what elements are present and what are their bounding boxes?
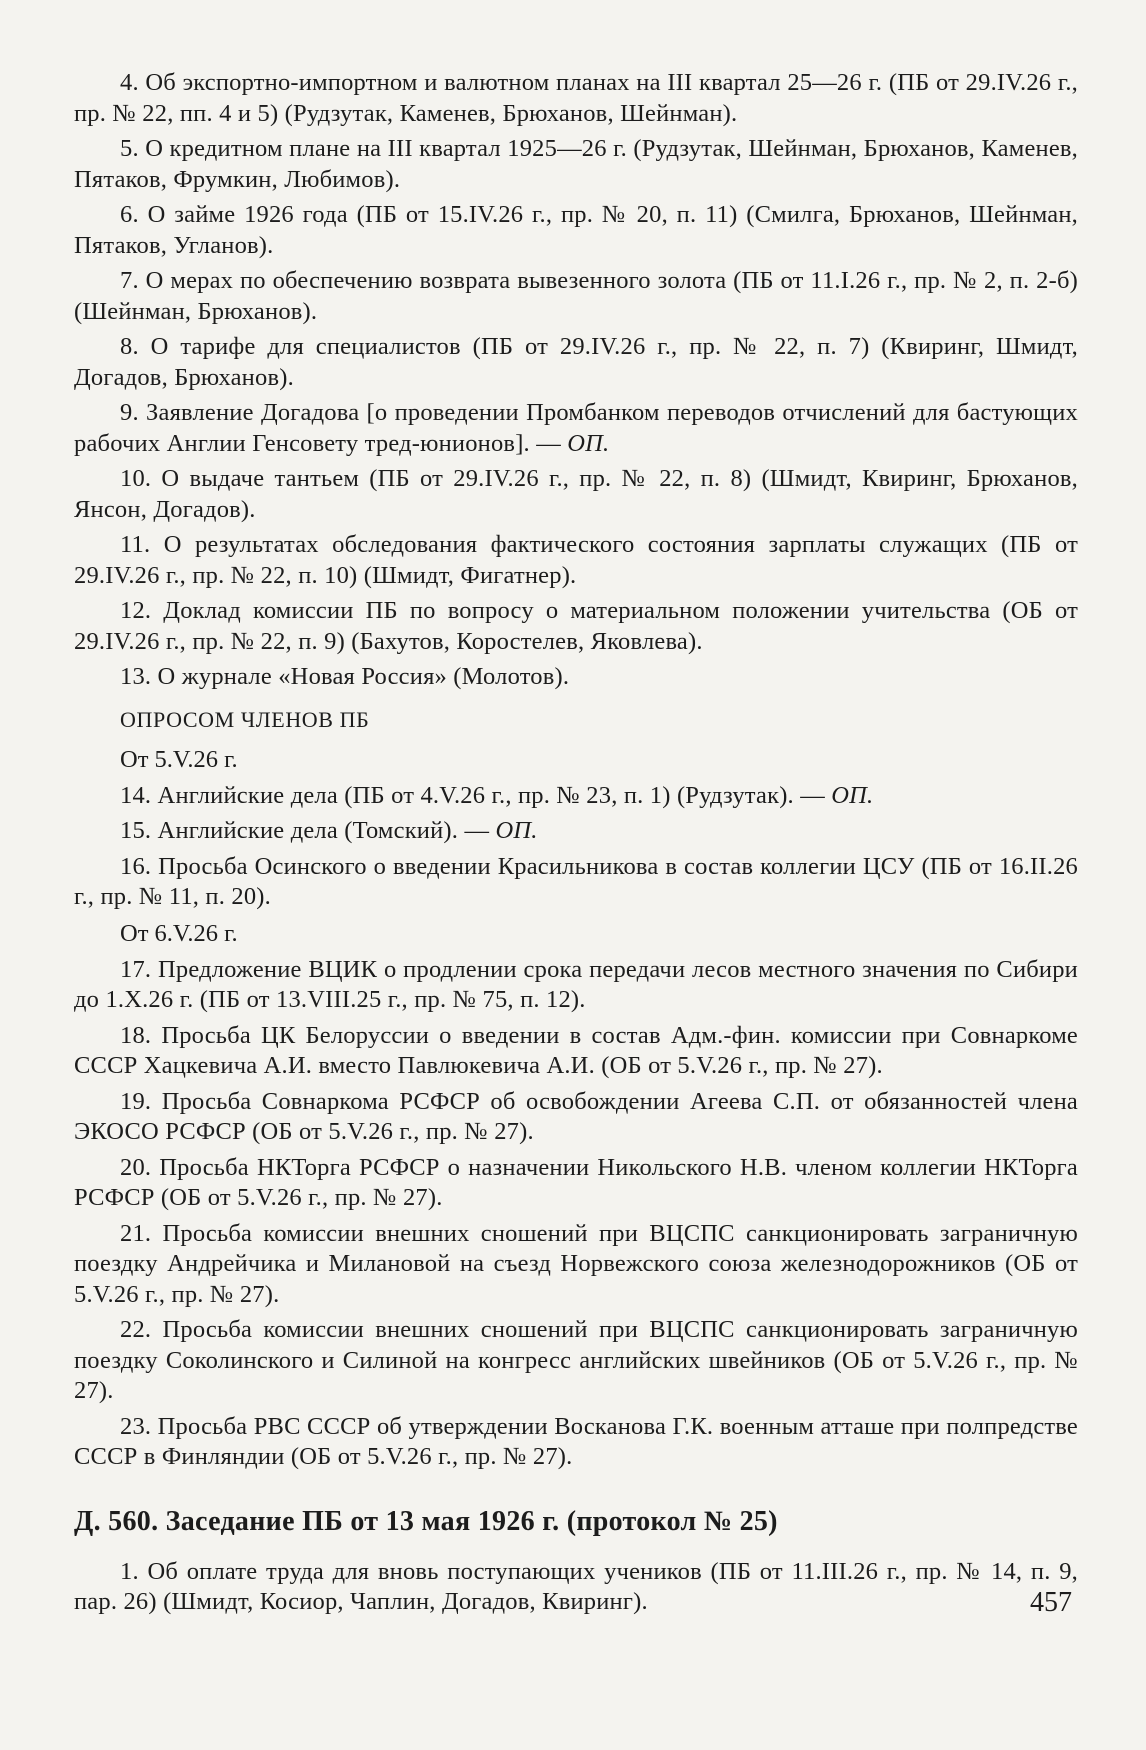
document-page [74,68,1078,1623]
poll-heading: ОПРОСОМ ЧЛЕНОВ ПБ [120,706,370,732]
agenda-item-12: 12. Доклад комиссии ПБ по вопросу о материальном положении учительства (ОБ от 29.IV.26 г., пр. № 22, п. 9) (Бахутов, Коростелев, Яковлева). [74,597,1078,655]
page-number: 457 [1030,1587,1072,1618]
decision-mark: ОП. [831,781,874,809]
agenda-item-9: 9. Заявление Догадова [о проведении Промбанком переводов отчислений для бастующих рабочих Англии Генсовету тред-юнионов]. — ОП. [74,399,1078,457]
decision-mark: ОП. [567,429,610,457]
agenda-item-14: 14. Английские дела (ПБ от 4.V.26 г., пр. № 23, п. 1) (Рудзутак). — ОП. [120,781,874,809]
agenda-item-6: 6. О займе 1926 года (ПБ от 15.IV.26 г., пр. № 20, п. 11) (Смилга, Брюханов, Шейнман, Пятаков, Угланов). [74,201,1078,259]
agenda-item-22: 22. Просьба комиссии внешних сношений при ВЦСПС санкционировать заграничную поездку Соколинского и Силиной на конгресс английских швейников (ОБ от 5.V.26 г., пр. № 27). [74,1316,1078,1404]
agenda-item-5: 5. О кредитном плане на III квартал 1925—26 г. (Рудзутак, Шейнман, Брюханов, Каменев, Пятаков, Фрумкин, Любимов). [74,135,1078,193]
decision-mark: ОП. [495,817,538,844]
agenda-item-13: 13. О журнале «Новая Россия» (Молотов). [120,663,570,690]
agenda-list-poll-2 [74,955,1078,1473]
agenda-item-23: 23. Просьба РВС СССР об утверждении Восканова Г.К. военным атташе при полпредстве СССР в Финляндии (ОБ от 5.V.26 г., пр. № 27). [74,1412,1078,1470]
agenda-item-17: 17. Предложение ВЦИК о продлении срока передачи лесов местного значения по Сибири до 1.X.26 г. (ПБ от 13.VIII.25 г., пр. № 75, п. 12). [74,955,1078,1013]
agenda-item-21: 21. Просьба комиссии внешних сношений при ВЦСПС санкционировать заграничную поездку Андрейчика и Милановой на съезд Норвежского союза железнодорожников (ОБ от 5.V.26 г., пр. № 27). [74,1219,1078,1308]
agenda-list-new [74,1557,1078,1618]
agenda-item-11: 11. О результатах обследования фактического состояния зарплаты служащих (ПБ от 29.IV.26 г., пр. № 22, п. 10) (Шмидт, Фигатнер). [74,531,1078,589]
agenda-item-10: 10. О выдаче тантьем (ПБ от 29.IV.26 г., пр. № 22, п. 8) (Шмидт, Квиринг, Брюханов, Янсон, Догадов). [74,465,1078,523]
section-heading: Д. 560. Заседание ПБ от 13 мая 1926 г. (протокол № 25) [74,1505,778,1537]
agenda-item-1: 1. Об оплате труда для вновь поступающих учеников (ПБ от 11.III.26 г., пр. № 14, п. 9, пар. 26) (Шмидт, Косиор, Чаплин, Догадов, Квиринг). [74,1557,1078,1615]
agenda-item-8: 8. О тарифе для специалистов (ПБ от 29.IV.26 г., пр. № 22, п. 7) (Квиринг, Шмидт, Догадов, Брюханов). [74,333,1078,391]
poll-date-2: От 6.V.26 г. [120,919,238,947]
agenda-item-18: 18. Просьба ЦК Белоруссии о введении в состав Адм.-фин. комиссии при Совнаркоме СССР Хацкевича А.И. вместо Павлюкевича А.И. (ОБ от 5.V.26 г., пр. № 27). [74,1021,1078,1079]
agenda-item-20: 20. Просьба НКТорга РСФСР о назначении Никольского Н.В. членом коллегии НКТорга РСФСР (ОБ от 5.V.26 г., пр. № 27). [74,1153,1078,1211]
agenda-list-top [74,68,1078,693]
agenda-item-7: 7. О мерах по обеспечению возврата вывезенного золота (ПБ от 11.I.26 г., пр. № 2, п. 2-б) (Шейнман, Брюханов). [74,267,1078,325]
agenda-item-15: 15. Английские дела (Томский). — ОП. [120,817,538,844]
agenda-list-poll-1 [74,781,1078,913]
agenda-item-16: 16. Просьба Осинского о введении Красильникова в состав коллегии ЦСУ (ПБ от 16.II.26 г., пр. № 11, п. 20). [74,852,1078,910]
poll-date-1: От 5.V.26 г. [120,745,238,773]
agenda-item-19: 19. Просьба Совнаркома РСФСР об освобождении Агеева С.П. от обязанностей члена ЭКОСО РСФСР (ОБ от 5.V.26 г., пр. № 27). [74,1087,1078,1145]
agenda-item-4: 4. Об экспортно-импортном и валютном планах на III квартал 25—26 г. (ПБ от 29.IV.26 г., пр. № 22, пп. 4 и 5) (Рудзутак, Каменев, Брюханов, Шейнман). [74,69,1078,127]
